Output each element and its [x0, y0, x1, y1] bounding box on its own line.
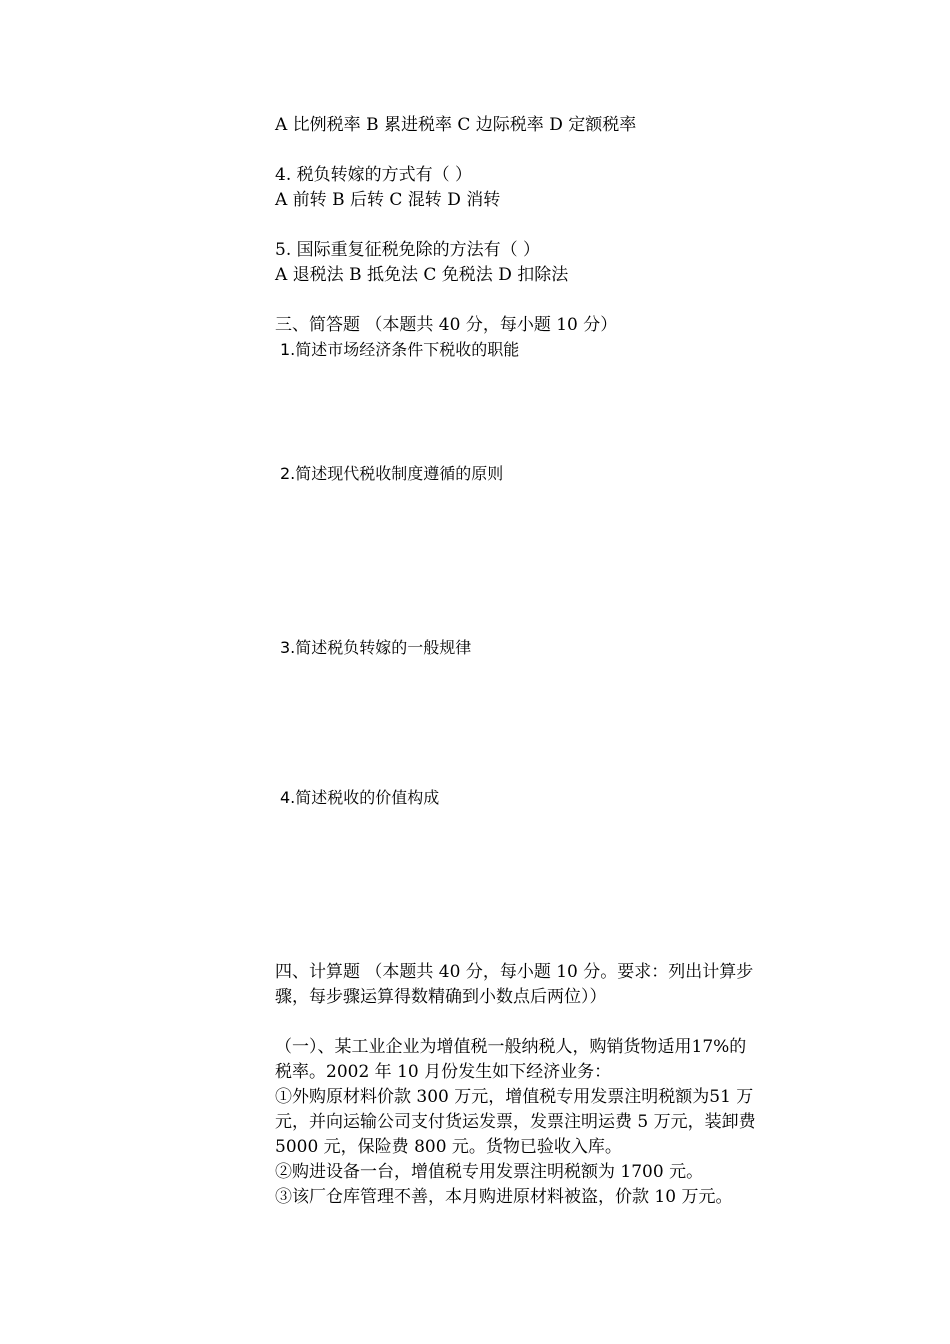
q4-title: 4. 税负转嫁的方式有（ ）	[275, 165, 473, 185]
problem-text-line: 税率。2002 年 10 月份发生如下经济业务：	[275, 1062, 612, 1082]
problem-text-line: ③该厂仓库管理不善，本月购进原材料被盗，价款 10 万元。	[275, 1187, 733, 1207]
q4-options: A 前转 B 后转 C 混转 D 消转	[275, 190, 501, 210]
section-4-heading-line-2: 骤，每步骤运算得数精确到小数点后两位））	[275, 987, 607, 1007]
problem-text-line: （一）、某工业企业为增值税一般纳税人，购销货物适用17%的	[275, 1037, 747, 1057]
problem-text-line: 元，并向运输公司支付货运发票，发票注明运费 5 万元，装卸费	[275, 1112, 756, 1132]
section-4-heading-line-1: 四、计算题 （本题共 40 分，每小题 10 分。要求：列出计算步	[275, 962, 754, 982]
section-3-heading: 三、简答题 （本题共 40 分，每小题 10 分）	[275, 315, 618, 335]
problem-text-line: 5000 元，保险费 800 元。货物已验收入库。	[275, 1137, 622, 1157]
section-3-question-2: 2.简述现代税收制度遵循的原则	[280, 464, 504, 483]
q5-options: A 退税法 B 抵免法 C 免税法 D 扣除法	[275, 265, 569, 285]
problem-text-line: ①外购原材料价款 300 万元，增值税专用发票注明税额为51 万	[275, 1087, 754, 1107]
section-3-question-1: 1.简述市场经济条件下税收的职能	[280, 340, 520, 359]
section-3-question-4: 4.简述税收的价值构成	[280, 788, 440, 807]
q3-options: A 比例税率 B 累进税率 C 边际税率 D 定额税率	[275, 115, 637, 135]
problem-text-line: ②购进设备一台，增值税专用发票注明税额为 1700 元。	[275, 1162, 704, 1182]
q5-title: 5. 国际重复征税免除的方法有（ ）	[275, 240, 541, 260]
section-3-question-3: 3.简述税负转嫁的一般规律	[280, 638, 472, 657]
